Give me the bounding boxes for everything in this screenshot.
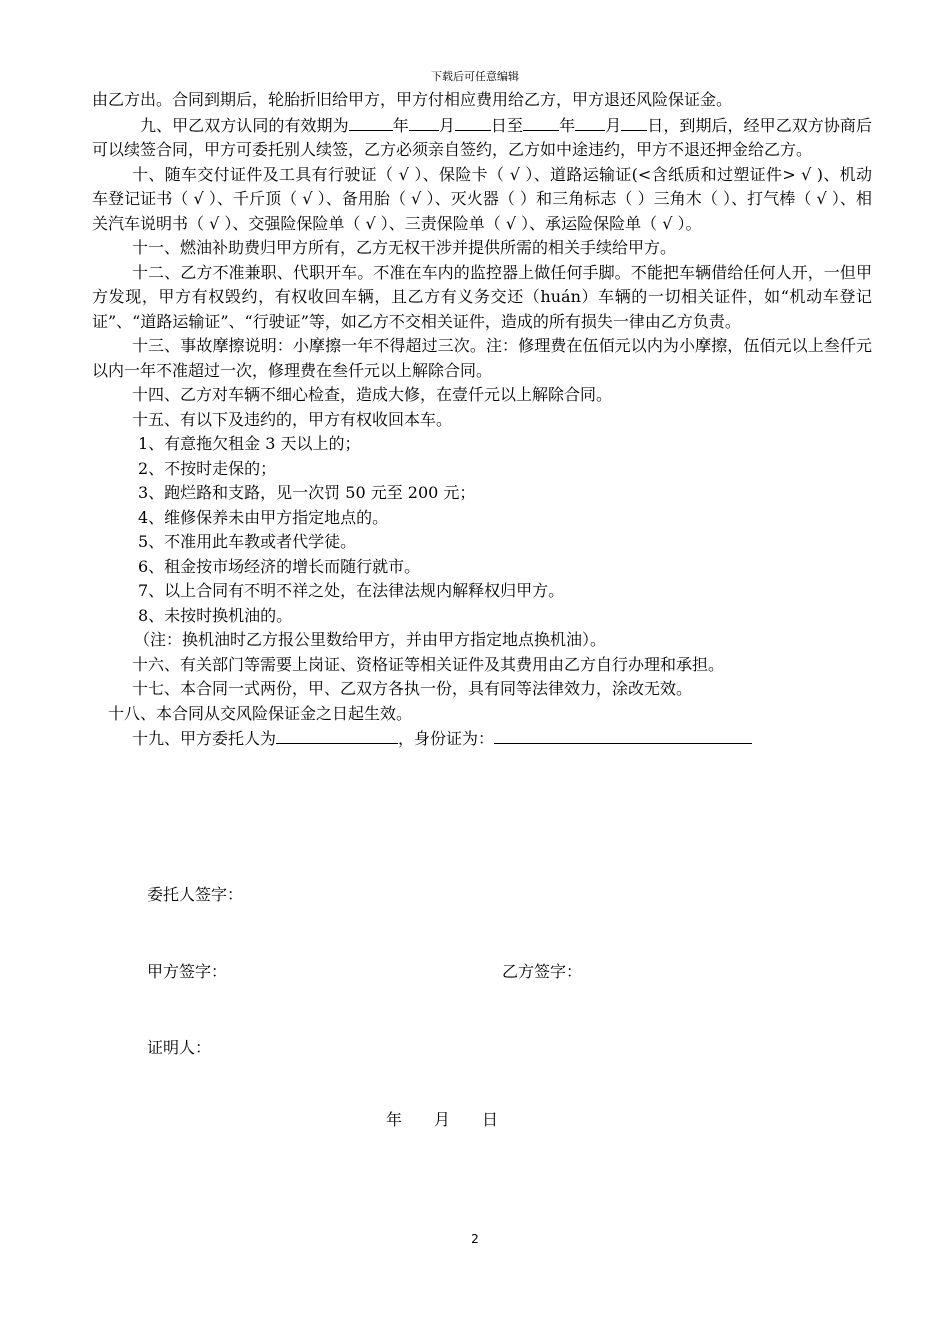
agent-signature-label: 委托人签字： [147,885,244,904]
party-b-signature-label: 乙方签字： [502,962,583,981]
page-header: 下载后可任意编辑 [431,70,519,83]
list-item: 1、有意拖欠租金 3 天以上的； [138,434,361,453]
list-item: 5、不准用此车教或者代学徒。 [138,532,357,551]
blank-day-end[interactable] [621,113,647,131]
witness-signature-label: 证明人： [147,1038,212,1057]
clause-15: 十五、有以下及违约的，甲方有权收回本车。 [132,409,453,429]
clause-16: 十六、有关部门等需要上岗证、资格证等相关证件及其费用由乙方自行办理和承担。 [132,654,725,674]
clause-13: 十三、事故摩擦说明：小摩擦一年不得超过三次。注：修理费在伍佰元以内为小摩擦，伍佰元以上叁仟元以内一年不准超过一次，修理费在叁仟元以上解除合同。 [92,336,872,380]
list-item: 6、租金按市场经济的增长而随行就市。 [138,556,421,576]
clause-9-rest: 日，到期后，经甲乙双方协商后可以续签合同，甲方可委托别人续签，乙方必须亲自签约，乙方如中途违约，甲方不退还押金给乙方。 [92,115,872,159]
blank-month-end[interactable] [575,113,605,131]
clause-9-text: 九、甲乙双方认同的有效期为 [140,115,349,135]
list-item: 7、以上合同有不明不祥之处，在法律法规内解释权归甲方。 [138,581,565,600]
list-item: 8、未按时换机油的。 [138,605,293,625]
blank-agent-name[interactable] [276,726,398,744]
clause-11: 十一、燃油补助费归甲方所有，乙方无权干涉并提供所需的相关手续给甲方。 [132,238,677,257]
clause-14: 十四、乙方对车辆不细心检查，造成大修，在壹仟元以上解除合同。 [132,385,613,404]
label-month: 月 [438,115,455,135]
party-a-signature-label: 甲方签字： [147,962,228,981]
contract-body [92,88,872,752]
list-item: 2、不按时走保的； [138,458,277,478]
clause-18: 十八、本合同从交风险保证金之日起生效。 [108,703,413,723]
list-item: 4、维修保养未由甲方指定地点的。 [138,507,389,527]
blank-year-end[interactable] [523,113,559,131]
clause-10: 十、随车交付证件及工具有行驶证（ √ ）、保险卡（ √ ）、道路运输证(<含纸质和过塑证件> √ )、机动车登记证书（ √ ）、千斤顶（ √ ）、备用胎（ √ ）、灭火器（ ）和三角标志（ ）三角木（ ）、打气棒（ √ ）、相关汽车说明书（ √ ）、交强险保险单（ √ ）、三责保险单（ √ ）、承运险保险单（ √ ）。 [92,164,872,233]
clause-19-text: 十九、甲方委托人为 [132,729,277,748]
id-label: ，身份证为： [398,729,495,748]
label-year: 年 [559,115,576,135]
clause-12: 十二、乙方不准兼职、代职开车。不准在车内的监控器上做任何手脚。不能把车辆借给任何人开，一但甲方发现，甲方有权毁约，有权收回车辆，且乙方有义务交还（huán）车辆的一切相关证件，如“机动车登记证”、“道路运输证”、“行驶证”等，如乙方不交相关证件，造成的所有损失一律由乙方负责。 [92,262,872,331]
label-month: 月 [605,115,622,135]
blank-month-start[interactable] [409,113,439,131]
label-day-to: 日至 [490,115,524,135]
blank-year-start[interactable] [349,113,393,131]
clause-17: 十七、本合同一式两份，甲、乙双方各执一份，具有同等法律效力，涂改无效。 [132,679,693,698]
clause-9 [92,113,872,163]
paragraph-8-tail: 由乙方出。合同到期后，轮胎折旧给甲方，甲方付相应费用给乙方，甲方退还风险保证金。 [92,90,733,109]
label-year: 年 [392,115,409,135]
blank-day-start[interactable] [455,113,491,131]
oil-change-note: （注：换机油时乙方报公里数给甲方，并由甲方指定地点换机油）。 [134,630,607,649]
date-line: 年 月 日 [386,1110,499,1129]
list-item: 3、跑烂路和支路，见一次罚 50 元至 200 元； [138,483,476,502]
page-number: 2 [471,1232,479,1246]
clause-19 [92,726,872,752]
blank-id-number[interactable] [494,726,752,744]
